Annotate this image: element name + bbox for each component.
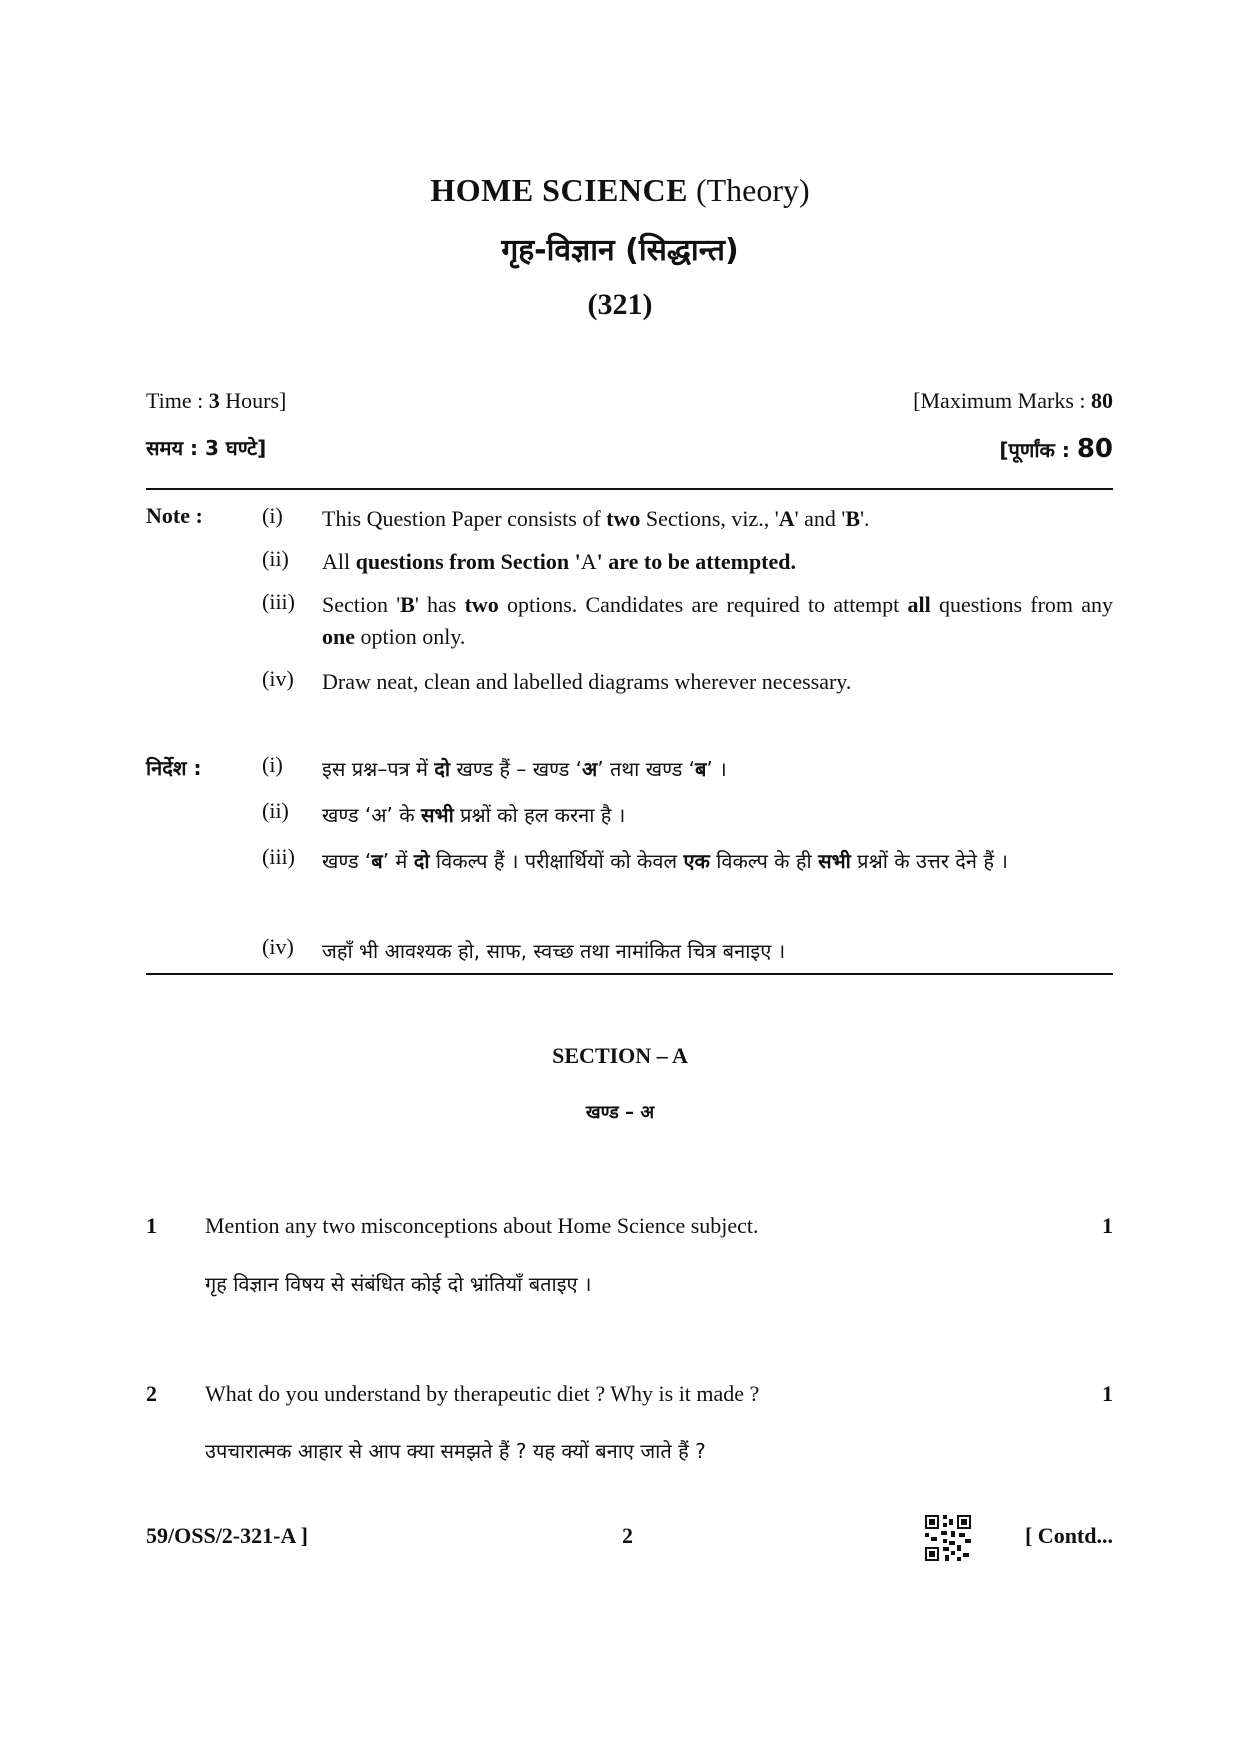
question-text: Mention any two misconceptions about Home Science subject. — [205, 1213, 759, 1238]
note-item-num: (iv) — [262, 666, 294, 691]
section-title: SECTION – A — [552, 1043, 688, 1068]
paper-title — [0, 172, 1240, 209]
title-main: HOME SCIENCE — [430, 172, 688, 208]
footer-paper-code: 59/OSS/2-321-A ] — [146, 1523, 308, 1548]
note-item-text: Section 'B' has two options. Candidates are required to attempt all questions from any one option only. — [322, 592, 1114, 649]
note-hi-item-text: खण्ड ‘अ’ के सभी प्रश्नों को हल करना है । — [322, 803, 626, 827]
question-marks: 1 — [1102, 1213, 1113, 1238]
time-marks-row-hi — [146, 434, 1113, 464]
question-text-hindi: उपचारात्मक आहार से आप क्या समझते हैं ? यह क्यों बनाए जाते हैं ? — [205, 1439, 706, 1463]
note-hi-item-text: खण्ड ‘ब’ में दो विकल्प हैं । परीक्षार्थियों को केवल एक विकल्प के ही सभी प्रश्नों के उत्तर देने हैं । — [322, 849, 1008, 873]
section-title-hindi: खण्ड – अ — [585, 1102, 655, 1123]
time-hi: समय : 3 घण्टे] — [146, 436, 267, 460]
paper-code: (321) — [587, 288, 653, 321]
note-item-num: (iii) — [262, 589, 295, 614]
note-item-text: Draw neat, clean and labelled diagrams wherever necessary. — [322, 669, 852, 694]
note-hi-item-text: इस प्रश्न–पत्र में दो खण्ड हैं – खण्ड ‘अ’ तथा खण्ड ‘ब’ । — [322, 757, 727, 781]
divider-bottom — [146, 973, 1113, 975]
note-label: Note : — [146, 503, 203, 528]
qr-code-icon — [925, 1515, 971, 1561]
note-hi-item-num: (iv) — [262, 934, 294, 959]
question-number: 2 — [146, 1381, 157, 1406]
title-hindi: गृह-विज्ञान (सिद्धान्त) — [501, 233, 739, 268]
question-marks: 1 — [1102, 1381, 1113, 1406]
note-hi-item-num: (ii) — [262, 798, 289, 823]
title-sub: (Theory) — [695, 172, 810, 208]
question-text: What do you understand by therapeutic diet ? Why is it made ? — [205, 1381, 760, 1406]
page-number: 2 — [622, 1523, 633, 1548]
contd-label: [ Contd... — [1024, 1523, 1113, 1548]
note-hi-item-num: (i) — [262, 752, 283, 777]
note-item-num: (ii) — [262, 546, 289, 571]
note-item-text: This Question Paper consists of two Sections, viz., 'A' and 'B'. — [322, 506, 870, 531]
note-hi-item-text: जहाँ भी आवश्यक हो, साफ, स्वच्छ तथा नामांकित चित्र बनाइए । — [322, 939, 786, 963]
note-hi-item-num: (iii) — [262, 844, 295, 869]
max-marks-hi: [पूर्णांक : 80 — [999, 434, 1113, 464]
max-marks-en: [Maximum Marks : 80 — [913, 388, 1113, 413]
note-hi-label: निर्देश : — [146, 756, 202, 780]
time-marks-row-en — [146, 388, 1113, 414]
note-item-num: (i) — [262, 503, 283, 528]
divider-top — [146, 488, 1113, 490]
time-en: Time : 3 Hours] — [146, 388, 287, 413]
question-text-hindi: गृह विज्ञान विषय से संबंधित कोई दो भ्रांतियाँ बताइए । — [205, 1272, 592, 1296]
question-number: 1 — [146, 1213, 157, 1238]
note-item-text: All questions from Section 'A' are to be attempted. — [322, 549, 796, 574]
